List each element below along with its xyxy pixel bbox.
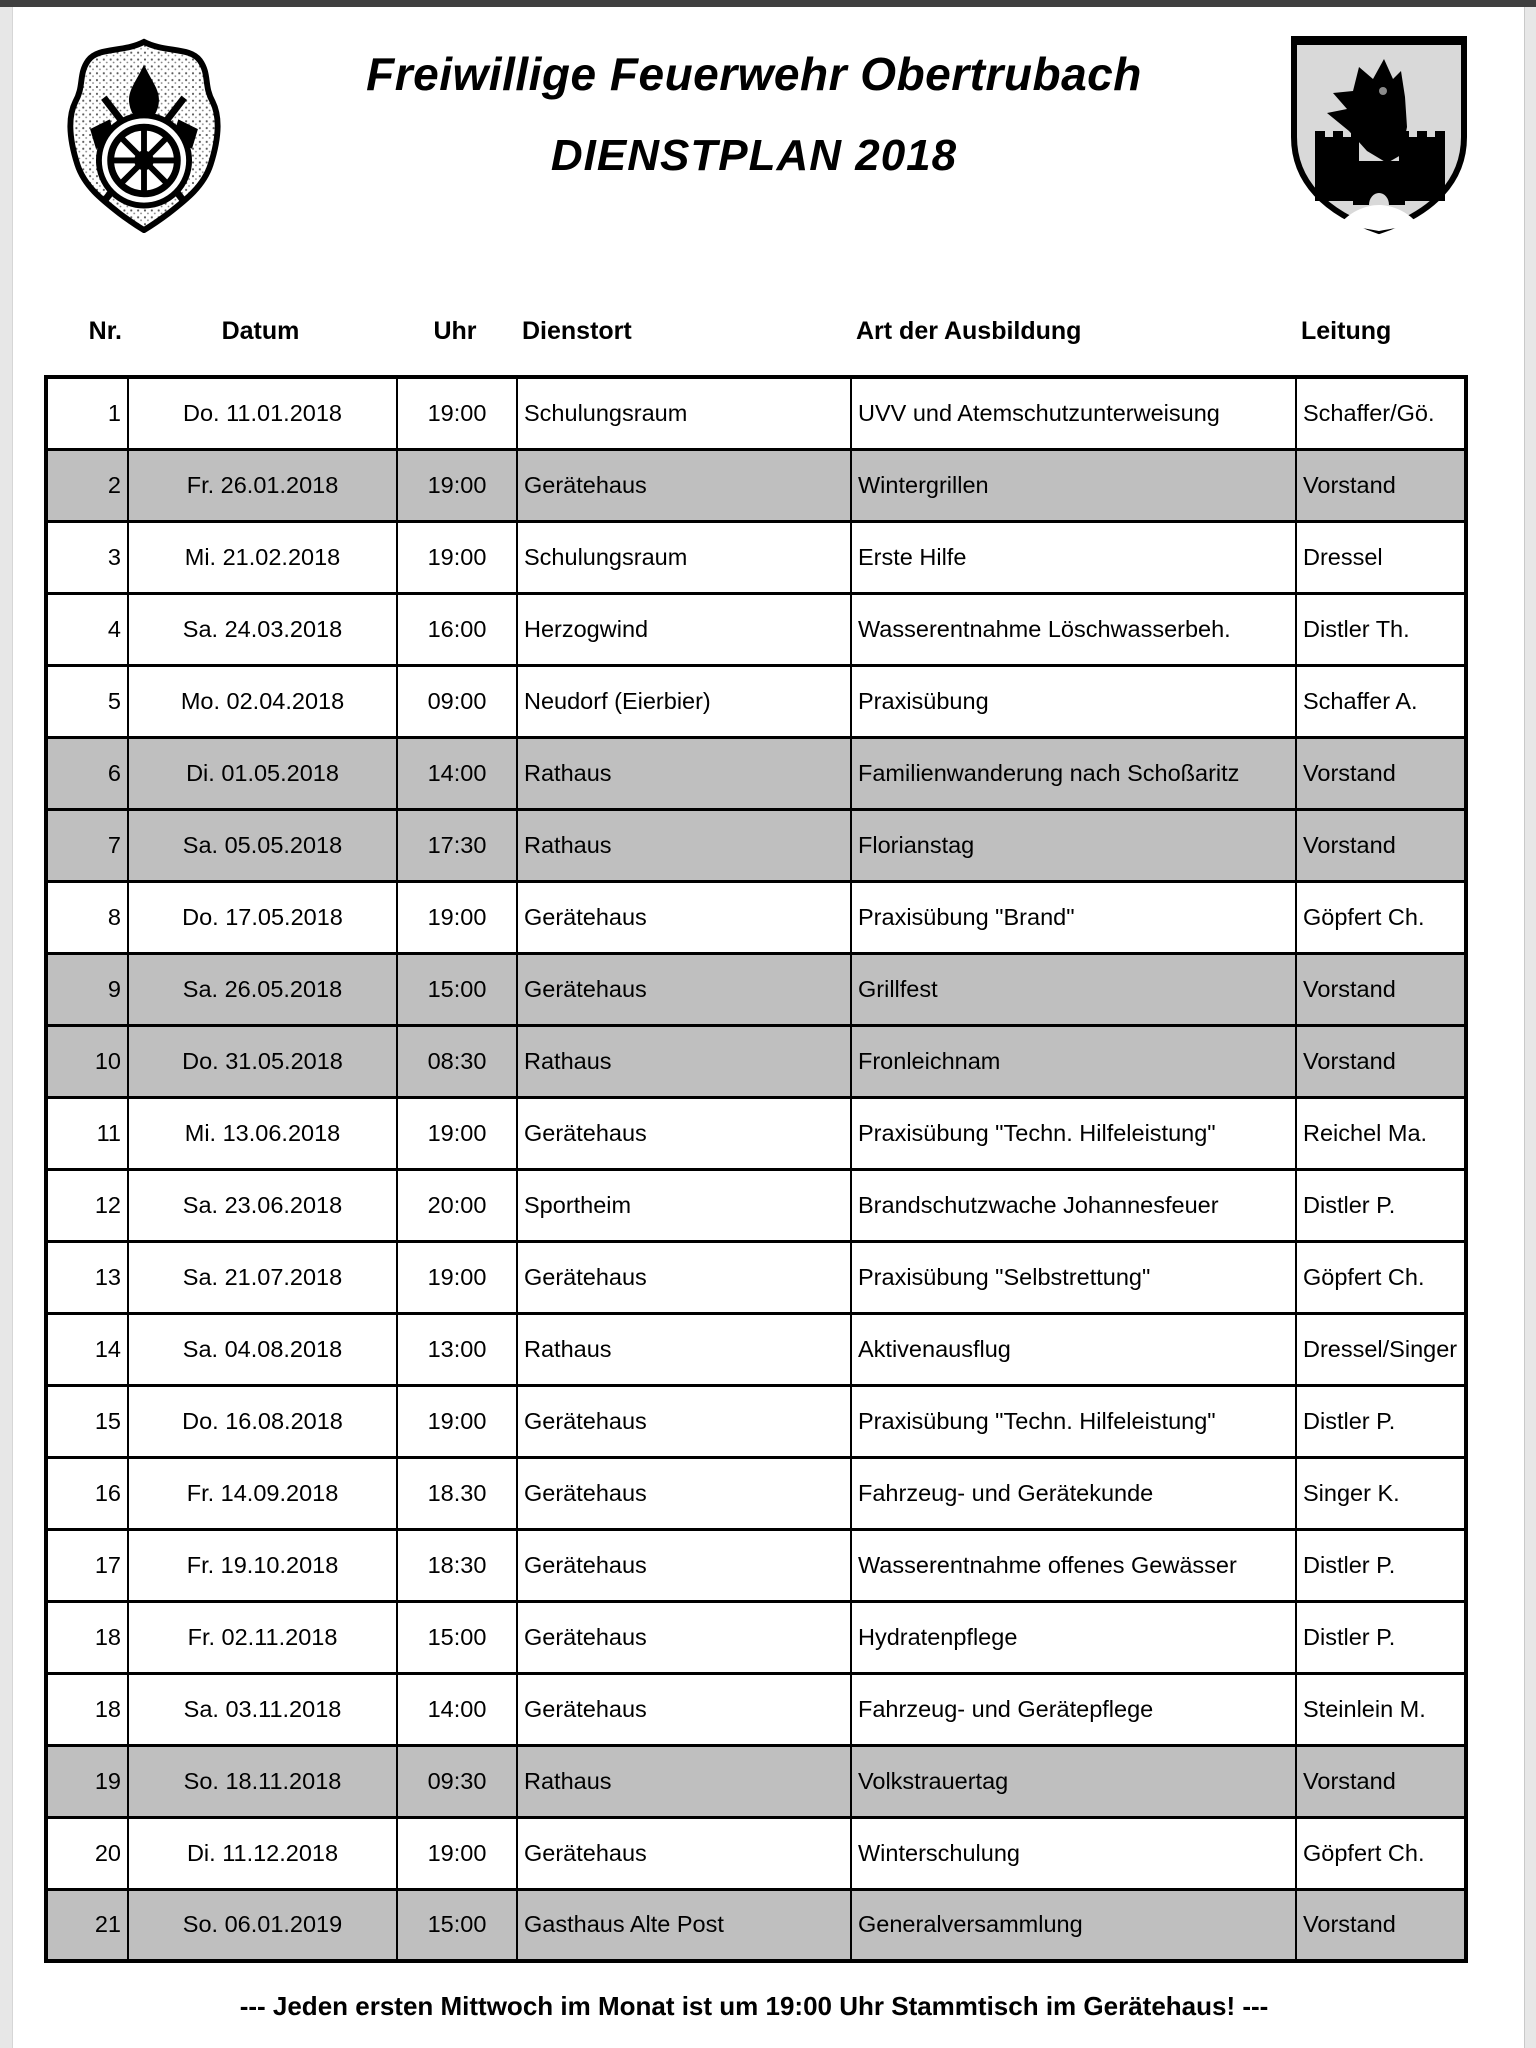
table-row (46, 1385, 1466, 1457)
cell-dienstort: Gerätehaus (517, 881, 851, 953)
column-header-datum: Datum (221, 317, 300, 345)
dienstplan-table-body (46, 377, 1466, 1961)
cell-dienstort: Rathaus (517, 1313, 851, 1385)
cell-uhr: 19:00 (397, 377, 517, 449)
cell-uhr: 19:00 (397, 1817, 517, 1889)
table-row (46, 737, 1466, 809)
cell-leitung: Schaffer A. (1296, 665, 1466, 737)
cell-nr: 5 (46, 665, 128, 737)
cell-dienstort: Rathaus (517, 1025, 851, 1097)
cell-datum: Mo. 02.04.2018 (128, 665, 397, 737)
page-subtitle: DIENSTPLAN 2018 (550, 131, 958, 180)
cell-dienstort: Sportheim (517, 1169, 851, 1241)
table-row (46, 593, 1466, 665)
cell-nr: 6 (46, 737, 128, 809)
cell-dienstort: Gerätehaus (517, 1385, 851, 1457)
cell-nr: 17 (46, 1529, 128, 1601)
viewer-top-edge (0, 0, 1536, 7)
cell-nr: 13 (46, 1241, 128, 1313)
cell-datum: Sa. 03.11.2018 (128, 1673, 397, 1745)
cell-uhr: 15:00 (397, 1889, 517, 1961)
table-row (46, 377, 1466, 449)
cell-uhr: 19:00 (397, 881, 517, 953)
cell-nr: 16 (46, 1457, 128, 1529)
cell-leitung: Distler P. (1296, 1169, 1466, 1241)
cell-leitung: Distler P. (1296, 1385, 1466, 1457)
table-row (46, 1025, 1466, 1097)
cell-dienstort: Schulungsraum (517, 521, 851, 593)
cell-uhr: 14:00 (397, 737, 517, 809)
cell-uhr: 14:00 (397, 1673, 517, 1745)
cell-art-der-ausbildung: Volkstrauertag (851, 1745, 1296, 1817)
cell-art-der-ausbildung: Florianstag (851, 809, 1296, 881)
cell-dienstort: Rathaus (517, 1745, 851, 1817)
column-header-dienstort: Dienstort (522, 317, 632, 345)
cell-dienstort: Rathaus (517, 737, 851, 809)
cell-datum: Sa. 05.05.2018 (128, 809, 397, 881)
cell-art-der-ausbildung: Praxisübung "Selbstrettung" (851, 1241, 1296, 1313)
cell-datum: Do. 11.01.2018 (128, 377, 397, 449)
table-row (46, 1241, 1466, 1313)
cell-art-der-ausbildung: Praxisübung (851, 665, 1296, 737)
column-header-uhr: Uhr (433, 317, 477, 345)
cell-nr: 14 (46, 1313, 128, 1385)
cell-leitung: Singer K. (1296, 1457, 1466, 1529)
cell-dienstort: Schulungsraum (517, 377, 851, 449)
table-column-headers (44, 317, 1464, 346)
cell-art-der-ausbildung: Fronleichnam (851, 1025, 1296, 1097)
cell-nr: 21 (46, 1889, 128, 1961)
column-header-leitung: Leitung (1301, 317, 1392, 345)
cell-datum: Sa. 26.05.2018 (128, 953, 397, 1025)
cell-art-der-ausbildung: Praxisübung "Techn. Hilfeleistung" (851, 1385, 1296, 1457)
table-row (46, 1673, 1466, 1745)
cell-dienstort: Gerätehaus (517, 1241, 851, 1313)
table-row (46, 1745, 1466, 1817)
cell-uhr: 18:30 (397, 1529, 517, 1601)
dienstplan-table (44, 375, 1468, 1963)
cell-uhr: 13:00 (397, 1313, 517, 1385)
cell-dienstort: Gerätehaus (517, 1601, 851, 1673)
column-header-nr: Nr. (88, 317, 122, 345)
cell-datum: Mi. 21.02.2018 (128, 521, 397, 593)
cell-art-der-ausbildung: Wasserentnahme Löschwasserbeh. (851, 593, 1296, 665)
cell-uhr: 19:00 (397, 1385, 517, 1457)
cell-datum: Mi. 13.06.2018 (128, 1097, 397, 1169)
cell-art-der-ausbildung: Hydratenpflege (851, 1601, 1296, 1673)
cell-leitung: Reichel Ma. (1296, 1097, 1466, 1169)
cell-datum: Fr. 02.11.2018 (128, 1601, 397, 1673)
cell-art-der-ausbildung: Praxisübung "Brand" (851, 881, 1296, 953)
cell-leitung: Göpfert Ch. (1296, 1241, 1466, 1313)
cell-datum: Do. 16.08.2018 (128, 1385, 397, 1457)
cell-datum: Do. 17.05.2018 (128, 881, 397, 953)
cell-datum: Fr. 14.09.2018 (128, 1457, 397, 1529)
cell-art-der-ausbildung: Fahrzeug- und Gerätekunde (851, 1457, 1296, 1529)
table-row (46, 1817, 1466, 1889)
cell-dienstort: Gerätehaus (517, 1817, 851, 1889)
cell-nr: 4 (46, 593, 128, 665)
table-row (46, 881, 1466, 953)
cell-leitung: Distler Th. (1296, 593, 1466, 665)
cell-art-der-ausbildung: Wasserentnahme offenes Gewässer (851, 1529, 1296, 1601)
cell-leitung: Steinlein M. (1296, 1673, 1466, 1745)
cell-art-der-ausbildung: Fahrzeug- und Gerätepflege (851, 1673, 1296, 1745)
cell-uhr: 18.30 (397, 1457, 517, 1529)
cell-uhr: 19:00 (397, 1097, 517, 1169)
cell-nr: 18 (46, 1673, 128, 1745)
page-title: Freiwillige Feuerwehr Obertrubach (366, 48, 1142, 100)
cell-nr: 20 (46, 1817, 128, 1889)
cell-nr: 8 (46, 881, 128, 953)
cell-leitung: Vorstand (1296, 953, 1466, 1025)
cell-datum: Sa. 21.07.2018 (128, 1241, 397, 1313)
cell-uhr: 16:00 (397, 593, 517, 665)
cell-leitung: Vorstand (1296, 737, 1466, 809)
cell-leitung: Dressel/Singer (1296, 1313, 1466, 1385)
cell-datum: Sa. 24.03.2018 (128, 593, 397, 665)
cell-nr: 15 (46, 1385, 128, 1457)
table-row (46, 953, 1466, 1025)
cell-leitung: Dressel (1296, 521, 1466, 593)
table-row (46, 1889, 1466, 1961)
table-row (46, 1601, 1466, 1673)
cell-leitung: Vorstand (1296, 1889, 1466, 1961)
cell-nr: 1 (46, 377, 128, 449)
table-row (46, 665, 1466, 737)
cell-art-der-ausbildung: Praxisübung "Techn. Hilfeleistung" (851, 1097, 1296, 1169)
cell-uhr: 17:30 (397, 809, 517, 881)
cell-art-der-ausbildung: Grillfest (851, 953, 1296, 1025)
cell-datum: So. 18.11.2018 (128, 1745, 397, 1817)
table-row (46, 1313, 1466, 1385)
cell-leitung: Göpfert Ch. (1296, 1817, 1466, 1889)
cell-uhr: 09:00 (397, 665, 517, 737)
table-row (46, 521, 1466, 593)
cell-uhr: 20:00 (397, 1169, 517, 1241)
cell-dienstort: Herzogwind (517, 593, 851, 665)
cell-leitung: Distler P. (1296, 1601, 1466, 1673)
cell-dienstort: Gerätehaus (517, 1673, 851, 1745)
cell-leitung: Schaffer/Gö. (1296, 377, 1466, 449)
table-row (46, 1097, 1466, 1169)
cell-nr: 3 (46, 521, 128, 593)
cell-datum: Sa. 23.06.2018 (128, 1169, 397, 1241)
cell-uhr: 19:00 (397, 449, 517, 521)
cell-nr: 12 (46, 1169, 128, 1241)
footer-note: --- Jeden ersten Mittwoch im Monat ist um 19:00 Uhr Stammtisch im Gerätehaus! --- (239, 1991, 1269, 2021)
cell-dienstort: Gerätehaus (517, 449, 851, 521)
cell-nr: 11 (46, 1097, 128, 1169)
cell-art-der-ausbildung: UVV und Atemschutzunterweisung (851, 377, 1296, 449)
column-header-art-der-ausbildung: Art der Ausbildung (856, 317, 1082, 345)
cell-uhr: 09:30 (397, 1745, 517, 1817)
cell-leitung: Distler P. (1296, 1529, 1466, 1601)
cell-datum: So. 06.01.2019 (128, 1889, 397, 1961)
table-row (46, 1457, 1466, 1529)
cell-uhr: 19:00 (397, 1241, 517, 1313)
table-row (46, 1169, 1466, 1241)
cell-dienstort: Gerätehaus (517, 1529, 851, 1601)
cell-dienstort: Gerätehaus (517, 953, 851, 1025)
cell-leitung: Vorstand (1296, 1745, 1466, 1817)
cell-dienstort: Gerätehaus (517, 1097, 851, 1169)
cell-nr: 18 (46, 1601, 128, 1673)
table-row (46, 809, 1466, 881)
cell-dienstort: Gasthaus Alte Post (517, 1889, 851, 1961)
cell-leitung: Vorstand (1296, 809, 1466, 881)
cell-nr: 7 (46, 809, 128, 881)
cell-datum: Do. 31.05.2018 (128, 1025, 397, 1097)
cell-dienstort: Neudorf (Eierbier) (517, 665, 851, 737)
cell-art-der-ausbildung: Winterschulung (851, 1817, 1296, 1889)
cell-art-der-ausbildung: Aktivenausflug (851, 1313, 1296, 1385)
cell-dienstort: Gerätehaus (517, 1457, 851, 1529)
cell-uhr: 19:00 (397, 521, 517, 593)
cell-art-der-ausbildung: Generalversammlung (851, 1889, 1296, 1961)
cell-nr: 19 (46, 1745, 128, 1817)
cell-art-der-ausbildung: Erste Hilfe (851, 521, 1296, 593)
cell-nr: 2 (46, 449, 128, 521)
cell-art-der-ausbildung: Brandschutzwache Johannesfeuer (851, 1169, 1296, 1241)
cell-art-der-ausbildung: Wintergrillen (851, 449, 1296, 521)
cell-dienstort: Rathaus (517, 809, 851, 881)
cell-datum: Fr. 26.01.2018 (128, 449, 397, 521)
cell-datum: Di. 01.05.2018 (128, 737, 397, 809)
cell-art-der-ausbildung: Familienwanderung nach Schoßaritz (851, 737, 1296, 809)
cell-leitung: Vorstand (1296, 449, 1466, 521)
cell-datum: Fr. 19.10.2018 (128, 1529, 397, 1601)
table-row (46, 1529, 1466, 1601)
cell-uhr: 15:00 (397, 953, 517, 1025)
table-row (46, 449, 1466, 521)
cell-uhr: 15:00 (397, 1601, 517, 1673)
cell-nr: 9 (46, 953, 128, 1025)
coat-of-arms-icon (1287, 33, 1471, 235)
cell-leitung: Göpfert Ch. (1296, 881, 1466, 953)
cell-datum: Sa. 04.08.2018 (128, 1313, 397, 1385)
cell-nr: 10 (46, 1025, 128, 1097)
cell-datum: Di. 11.12.2018 (128, 1817, 397, 1889)
document-page (12, 7, 1525, 2048)
cell-leitung: Vorstand (1296, 1025, 1466, 1097)
document-header (44, 47, 1464, 181)
cell-uhr: 08:30 (397, 1025, 517, 1097)
